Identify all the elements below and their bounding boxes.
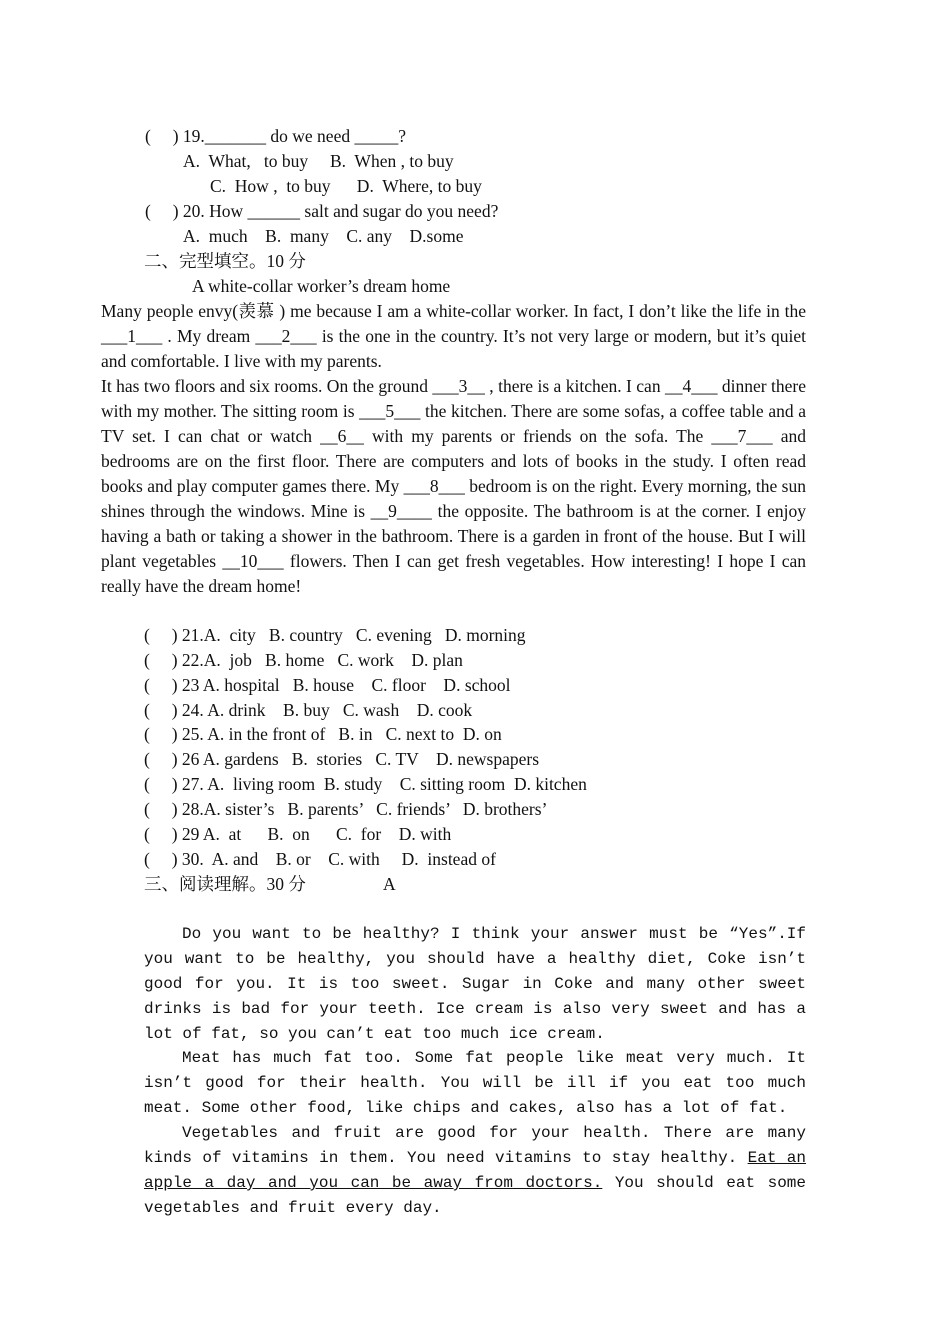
- reading-paragraph-3: [144, 1121, 806, 1221]
- option-row-22: ( ) 22.A. job B. home C. work D. plan: [144, 650, 463, 670]
- reading-p3-text-b: You should eat some vegetables and fruit every day.: [144, 1174, 807, 1217]
- question-20-options: A. much B. many C. any D.some: [183, 226, 464, 246]
- section-3-heading: 三、阅读理解。30 分: [144, 874, 306, 894]
- option-row-30: ( ) 30. A. and B. or C. with D. instead of: [144, 849, 496, 869]
- question-19: ( ) 19._______ do we need _____?: [145, 126, 406, 146]
- option-row-24: ( ) 24. A. drink B. buy C. wash D. cook: [144, 700, 473, 720]
- option-row-25: ( ) 25. A. in the front of B. in C. next to D. on: [144, 724, 502, 744]
- cloze-paragraph-2: It has two floors and six rooms. On the ground ___3__ , there is a kitchen. I can __4___ dinner there with my mother. The sitting room is ___5___ the kitchen. There are some sofas, a coffee table and a TV set. I can chat or watch __6__ with my parents or friends on the sofa. The ___7___ and bedrooms are on the first floor. There are computers and lots of books in the study. I often read books and play computer games there. My ___8___ bedroom is on the right. Every morning, the sun shines through the windows. Mine is __9____ the opposite. The bathroom is at the corner. I enjoy having a bath or taking a shower in the bathroom. There is a garden in front of the house. But I will plant vegetables __10___ flowers. Then I can get fresh vegetables. How interesting! I hope I can really have the dream home!: [101, 376, 806, 596]
- option-row-26: ( ) 26 A. gardens B. stories C. TV D. newspapers: [144, 749, 540, 769]
- option-row-23: ( ) 23 A. hospital B. house C. floor D. school: [144, 675, 511, 695]
- underlined-sentence: Eat an apple a day and you can be away from doctors.: [144, 1149, 807, 1192]
- reading-paragraph-1: Do you want to be healthy? I think your answer must be “Yes”.If you want to be healthy, you should have a healthy diet, Coke isn’t good for you. It is too sweet. Sugar in Coke and many other sweet drinks is bad for your teeth. Ice cream is also very sweet and has a lot of fat, so you can’t eat too much ice cream.: [144, 925, 806, 1043]
- question-19-options-ab: A. What, to buy B. When , to buy: [183, 151, 454, 171]
- cloze-title: A white-collar worker’s dream home: [192, 276, 451, 296]
- question-20: ( ) 20. How ______ salt and sugar do you need?: [145, 201, 499, 221]
- reading-p3-text-a: Vegetables and fruit are good for your health. There are many kinds of vitamins in them. You need vitamins to stay healthy.: [144, 1124, 806, 1167]
- option-row-21: ( ) 21.A. city B. country C. evening D. morning: [144, 625, 526, 645]
- cloze-paragraph-1: Many people envy(羡慕 ) me because I am a white-collar worker. In fact, I don’t like the life in the ___1___ . My dream ___2___ is the one in the country. It’s not very large or modern, but it’s quiet and comfortable. I live with my parents.: [101, 301, 806, 371]
- section-2-heading: 二、完型填空。10 分: [144, 251, 306, 271]
- option-row-28: ( ) 28.A. sister’s B. parents’ C. friends’ D. brothers’: [144, 799, 548, 819]
- reading-part-label: A: [383, 874, 396, 894]
- option-row-29: ( ) 29 A. at B. on C. for D. with: [144, 824, 452, 844]
- option-row-27: ( ) 27. A. living room B. study C. sitting room D. kitchen: [144, 774, 587, 794]
- question-19-options-cd: C. How , to buy D. Where, to buy: [210, 176, 482, 196]
- reading-paragraph-2: Meat has much fat too. Some fat people like meat very much. It isn’t good for their health. You will be ill if you eat too much meat. Some other food, like chips and cakes, also has a lot of fat.: [144, 1049, 806, 1117]
